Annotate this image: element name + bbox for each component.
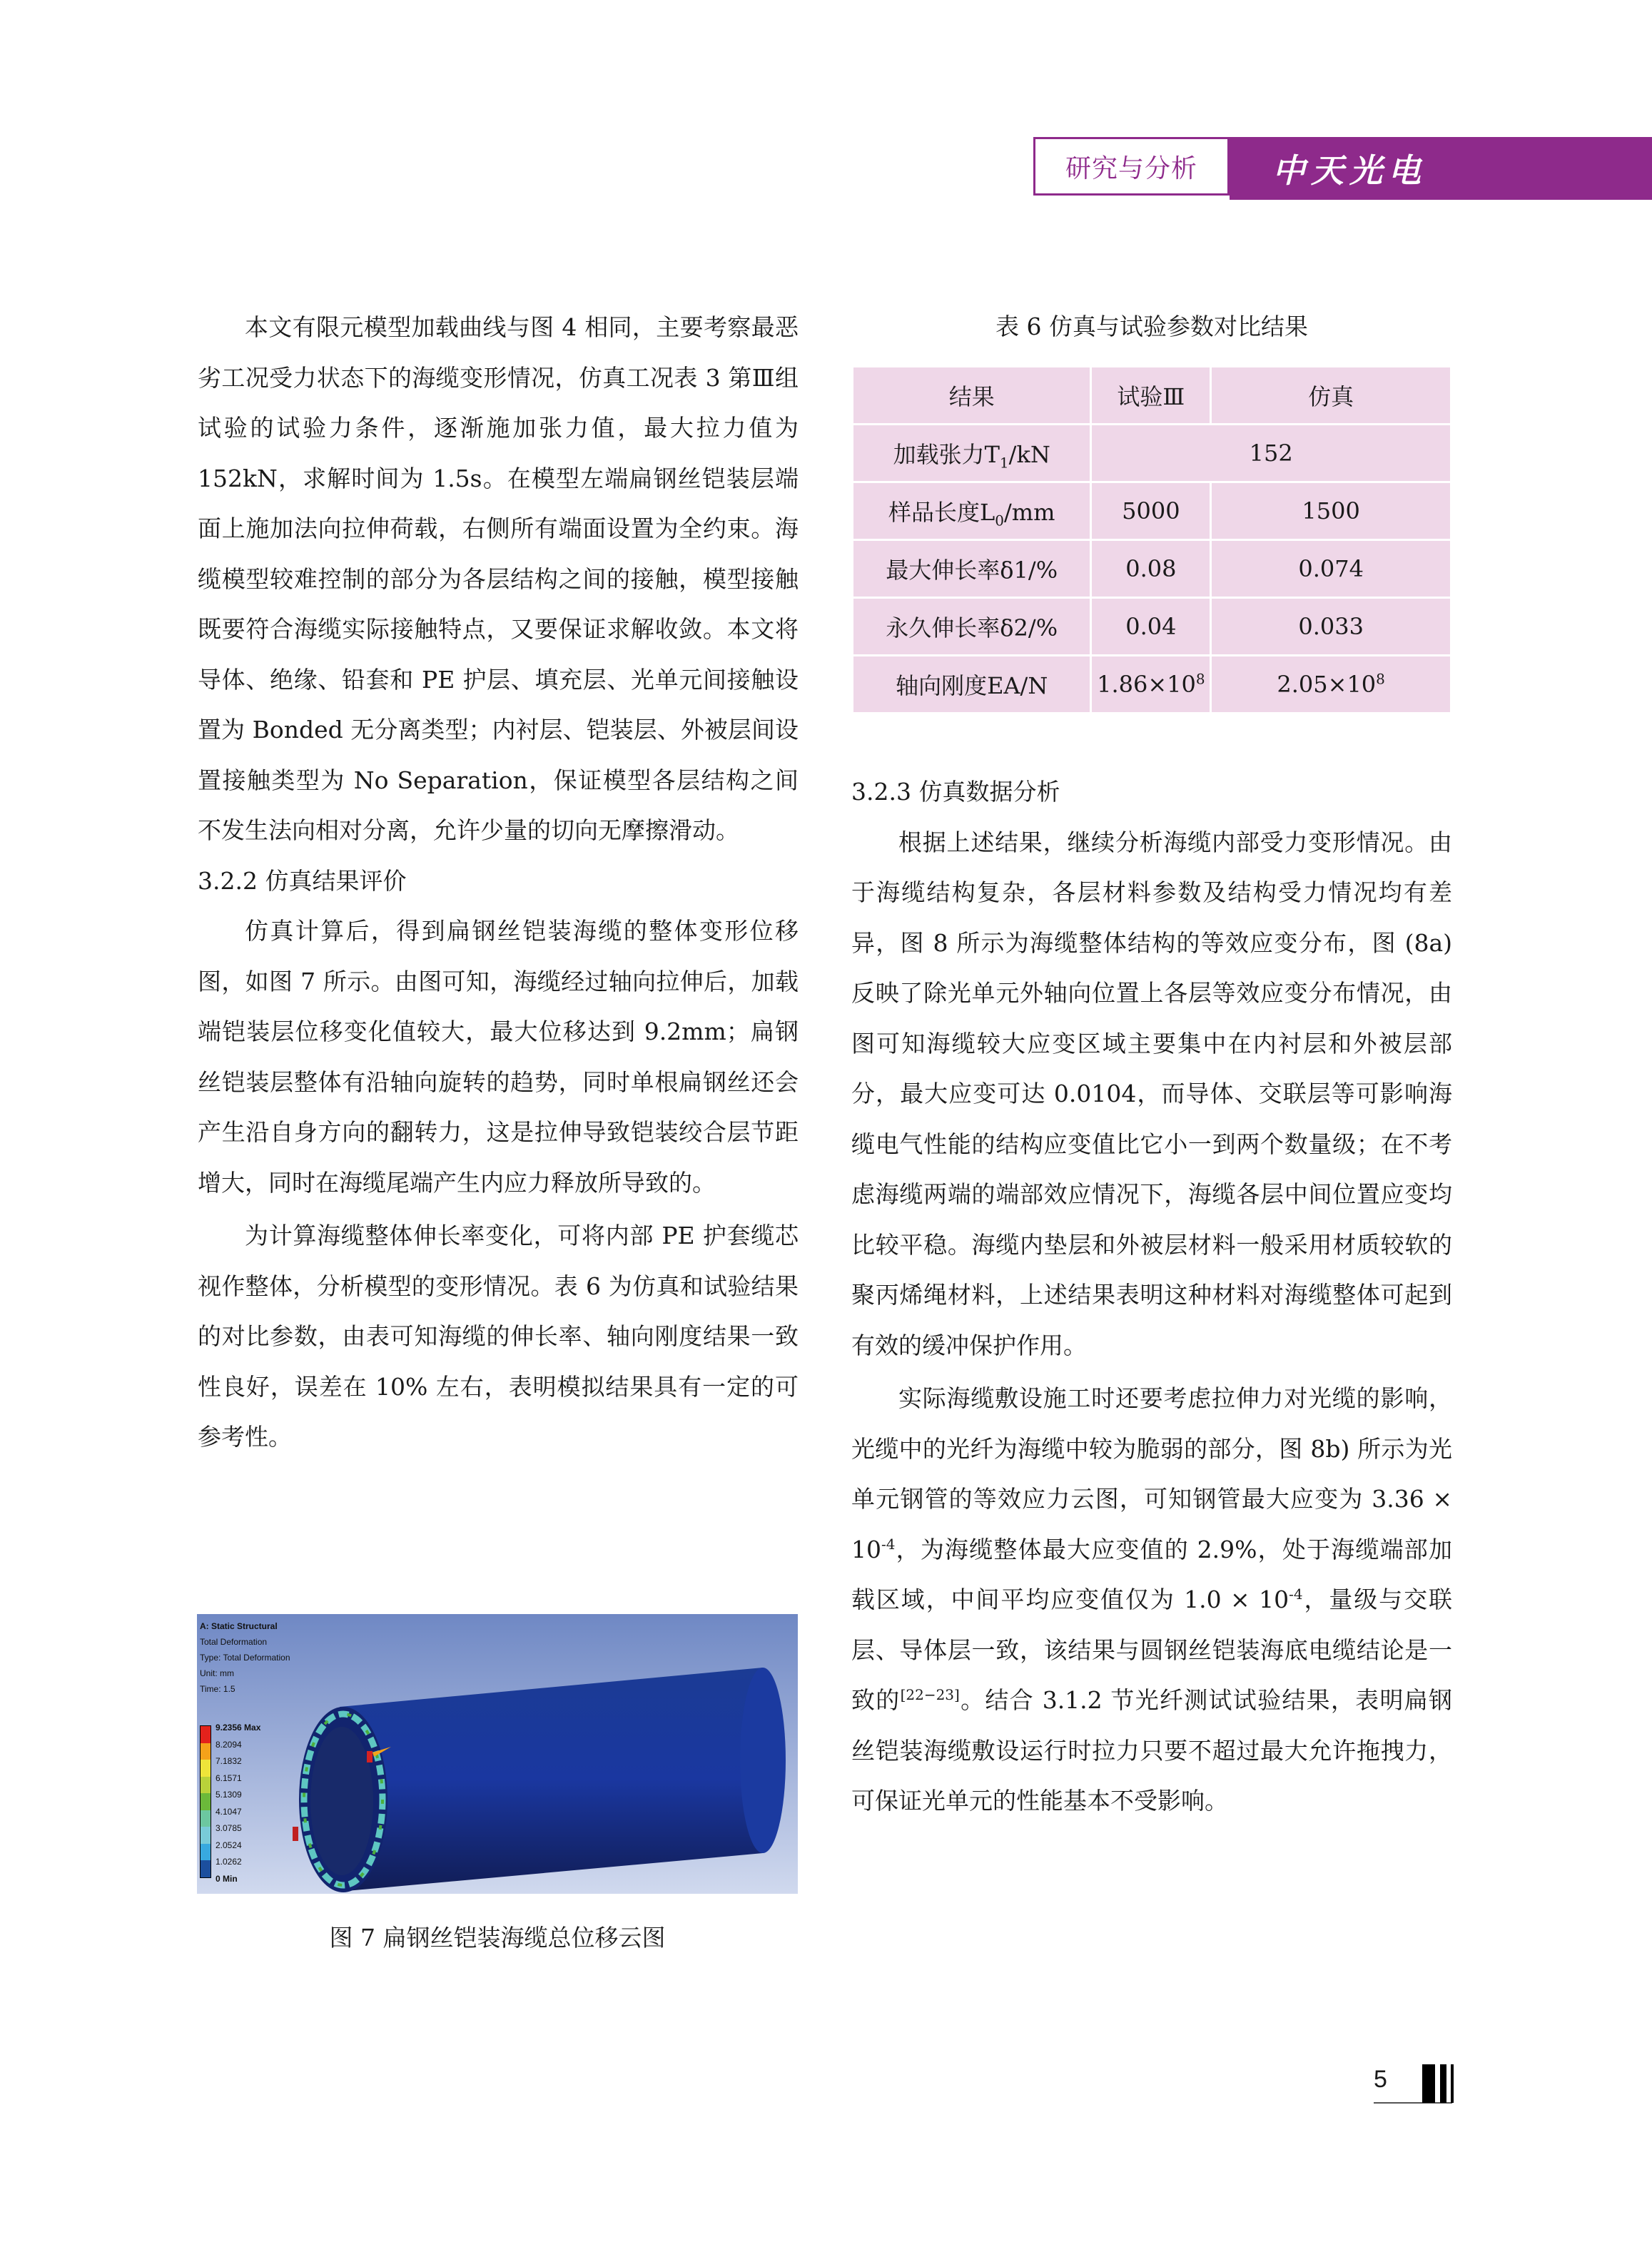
row-label: 轴向刚度EA/N <box>853 656 1091 714</box>
paragraph: 根据上述结果，继续分析海缆内部受力变形情况。由于海缆结构复杂，各层材料参数及结构受力情况均有差异，图 8 所示为海缆整体结构的等效应变分布，图 (8a) 反映了除光单元外轴向位置上各层等效应变分布情况，由图可知海缆较大应变区域主要集中在内衬层和外被层部分，最大应变可达 0.0104，而导体、交联层等可影响海缆电气性能的结构应变值比它小一到两个数量级；在不考虑海缆两端的端部效应情况下，海缆各层中间位置应变均比较平稳。海缆内垫层和外被层材料一般采用材质较软的聚丙烯绳材料，上述结果表明这种材料对海缆整体可起到有效的缓冲保护作用。 <box>851 828 1452 1359</box>
row-label: 永久伸长率δ2/% <box>853 598 1091 656</box>
row-label: 加载张力$T_1/kN$ <box>853 425 1091 482</box>
legend-label: 8.2094 <box>216 1739 242 1750</box>
sim-value-cell: $2.05\times 10^8$ <box>1211 656 1451 714</box>
paragraph: 仿真计算后，得到扁钢丝铠装海缆的整体变形位移图，如图 7 所示。由图可知，海缆经过轴向拉伸后，加载端铠装层位移变化值较大，最大位移达到 9.2mm；扁钢丝铠装层整体有沿轴向旋转的趋势，同时单根扁钢丝还会产生沿自身方向的翻转力，这是拉伸导致铠装绞合层节距增大，同时在海缆尾端产生内应力释放所导致的。 <box>198 917 799 1197</box>
paragraph: 本文有限元模型加载曲线与图 4 相同，主要考察最恶劣工况受力状态下的海缆变形情况，仿真工况表 3 第Ⅲ组试验的试验力条件，逐渐施加张力值，最大拉力值为 152kN，求解时间为 1.5s。在模型左端扁钢丝铠装层端面上施加法向拉伸荷载，右侧所有端面设置为全约束。海缆模型较难控制的部分为各层结构之间的接触，模型接触既要符合海缆实际接触特点，又要保证求解收敛。本文将导体、绝缘、铅套和 PE 护层、填充层、光单元间接触设置为 Bonded 无分离类型；内衬层、铠装层、外被层间设置接触类型为 No Separation，保证模型各层结构之间不发生法向相对分离，允许少量的切向无摩擦滑动。 <box>198 313 799 844</box>
brand-logo: 中天光电 <box>1230 137 1652 200</box>
cable-3d-model <box>197 1614 798 1894</box>
sim-value-cell: 0.074 <box>1211 540 1451 598</box>
header-cell: 结果 <box>853 367 1091 425</box>
section-heading-3-2-2: 3.2.2 仿真结果评价 <box>198 866 407 895</box>
result-unit: Unit: mm <box>200 1668 234 1678</box>
result-time: Time: 1.5 <box>200 1684 235 1694</box>
sim-value-cell: 1500 <box>1211 482 1451 540</box>
table-header-row <box>853 367 1451 425</box>
result-name: Total Deformation <box>200 1637 268 1647</box>
legend-label: 4.1047 <box>216 1806 242 1817</box>
legend-label: 6.1571 <box>216 1772 242 1783</box>
merged-value-cell: 152 <box>1091 425 1451 482</box>
header-cell: 仿真 <box>1211 367 1451 425</box>
legend-label: 7.1832 <box>216 1756 242 1766</box>
result-type: Type: Total Deformation <box>200 1653 290 1663</box>
legend-label: 1.0262 <box>216 1857 242 1867</box>
row-label: 最大伸长率δ1/% <box>853 540 1091 598</box>
table-6-results <box>851 365 1452 714</box>
legend-label: 5.1309 <box>216 1790 242 1800</box>
section-heading-3-2-3: 3.2.3 仿真数据分析 <box>851 778 1060 806</box>
legend-label: 3.0785 <box>216 1823 242 1833</box>
page-number: 5 <box>1374 2066 1387 2093</box>
legend-label: 2.0524 <box>216 1840 242 1850</box>
table-row <box>853 598 1451 656</box>
paragraph: 实际海缆敷设施工时还要考虑拉伸力对光缆的影响，光缆中的光纤为海缆中较为脆弱的部分，图 8b) 所示为光单元钢管的等效应力云图，可知钢管最大应变为 $3.36 \times 10^{-4}$，为海缆整体最大应变值的 2.9%，处于海缆端部加载区域，中间平均应变值仅为 $1.0 \times 10^{-4}$，量级与交联层、导体层一致，该结果与圆钢丝铠装海底电缆结论是一致的[22−23]。结合 3.1.2 节光纤测试试验结果，表明扁钢丝铠装海缆敷设运行时拉力只要不超过最大允许拖拽力，可保证光单元的性能基本不受影响。 <box>851 1384 1453 1815</box>
table-row <box>853 540 1451 598</box>
header-cell: 试验Ⅲ <box>1091 367 1211 425</box>
paragraph: 为计算海缆整体伸长率变化，可将内部 PE 护套缆芯视作整体，分析模型的变形情况。表 6 为仿真和试验结果的对比参数，由表可知海缆的伸长率、轴向刚度结果一致性良好，误差在 10% 左右，表明模拟结果具有一定的可参考性。 <box>198 1222 799 1451</box>
figure-7-deformation-plot <box>197 1614 798 1894</box>
page-header <box>1033 137 1652 201</box>
test-value-cell: 5000 <box>1091 482 1211 540</box>
test-value-cell: $1.86\times 10^8$ <box>1091 656 1211 714</box>
row-label: 样品长度$L_0/mm$ <box>853 482 1091 540</box>
table-6-caption: 表 6 仿真与试验参数对比结果 <box>995 313 1308 340</box>
table-row <box>853 482 1451 540</box>
table-row <box>853 656 1451 714</box>
test-value-cell: 0.08 <box>1091 540 1211 598</box>
legend-label: 9.2356 Max <box>216 1723 261 1733</box>
sim-value-cell: 0.033 <box>1211 598 1451 656</box>
legend-label: 0 Min <box>216 1873 238 1884</box>
table-row <box>853 425 1451 482</box>
section-label: 研究与分析 <box>1033 137 1230 196</box>
figure-7-caption: 图 7 扁钢丝铠装海缆总位移云图 <box>329 1924 666 1952</box>
left-column <box>198 303 799 1463</box>
analysis-title: A: Static Structural <box>200 1621 278 1631</box>
test-value-cell: 0.04 <box>1091 598 1211 656</box>
right-column <box>851 767 1452 1827</box>
